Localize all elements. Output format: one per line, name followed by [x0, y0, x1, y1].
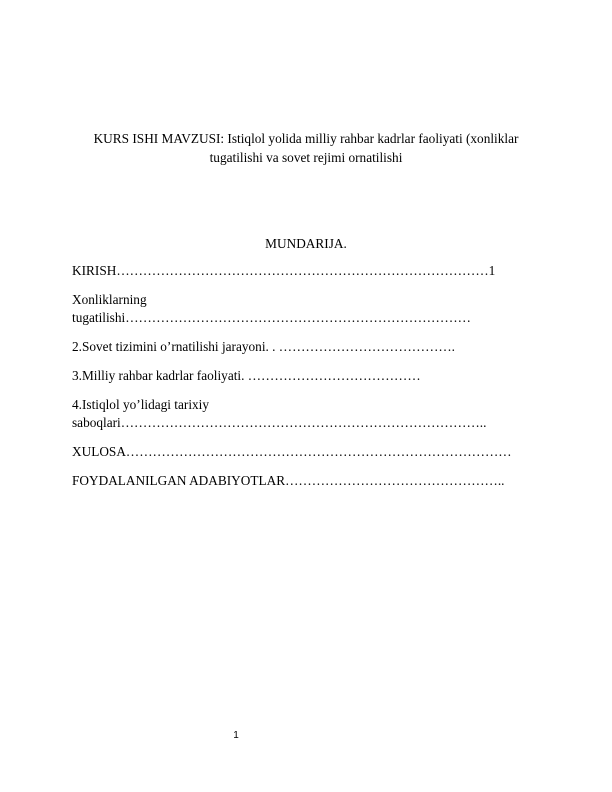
toc-entry-introduction	[72, 262, 542, 280]
toc-entry-text: XULOSA……………………………………………………………………………	[72, 444, 512, 459]
toc-entry-text: Xonliklarning	[72, 292, 147, 307]
toc-entry-text: tugatilishi……………………………………………………………………	[72, 310, 471, 325]
course-work-title-line-2: tugatilishi va sovet rejimi ornatilishi	[209, 150, 403, 165]
page-number: 1	[233, 730, 239, 741]
toc-entry-conclusion	[72, 443, 542, 461]
toc-entry-soviet-system	[72, 338, 542, 356]
toc-entry-text: FOYDALANILGAN ADABIYOTLAR…………………………………………..	[72, 473, 505, 488]
toc-entry-text: 2.Sovet tizimini o’rnatilishi jarayoni. . ………………………………….	[72, 339, 455, 354]
toc-entry-khanates-liquidation	[72, 291, 542, 327]
table-of-contents-heading: MUNDARIJA.	[265, 236, 347, 251]
toc-entry-references	[72, 472, 542, 490]
course-work-title	[72, 129, 540, 167]
toc-entry-text: 3.Milliy rahbar kadrlar faoliyati. …………………………………	[72, 368, 421, 383]
toc-entry-text: 4.Istiqlol yo’lidagi tarixiy	[72, 397, 210, 412]
table-of-contents	[72, 262, 542, 501]
course-work-title-line-1: KURS ISHI MAVZUSI: Istiqlol yolida milliy rahbar kadrlar faoliyati (xonliklar	[93, 131, 519, 146]
toc-entry-text: saboqlari………………………………………………………………………..	[72, 415, 487, 430]
toc-entry-text: KIRISH…………………………………………………………………………1	[72, 263, 496, 278]
toc-entry-historical-lessons	[72, 396, 542, 432]
toc-entry-national-cadres	[72, 367, 542, 385]
